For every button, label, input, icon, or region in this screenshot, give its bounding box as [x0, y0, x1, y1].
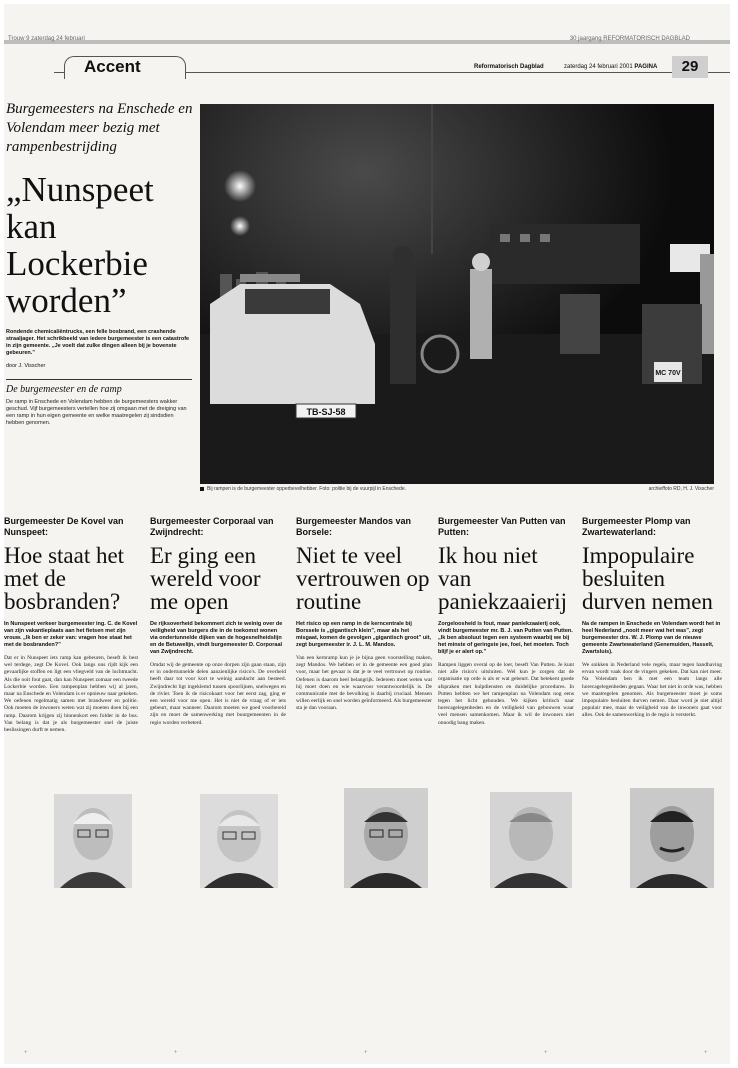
- column-kicker: Burgemeester Mandos van Borsele:: [296, 516, 412, 537]
- night-scene-graphic: [200, 104, 714, 484]
- moto-plate: MC 70V: [655, 370, 681, 377]
- lead-byline: door J. Visscher: [6, 363, 46, 369]
- page-footer: [4, 1050, 730, 1058]
- column-de-kovel: [4, 516, 138, 734]
- page-header: [4, 52, 730, 82]
- box-title: De burgemeester en de ramp: [6, 384, 122, 395]
- column-headline: Niet te veel vertrouwen op routine: [296, 543, 430, 614]
- box-body: De ramp in Enschede en Volendam hebben de burgemeesters wakker geschud. Vijf burgemeesters vertellen hoe zij omgaan met de dreiging van een ramp in hun eigen gemeente en welke maatregelen zij sindsdien hebben genomen.: [6, 399, 187, 426]
- caption-bullet: [200, 487, 204, 491]
- page-number: 29: [672, 56, 708, 78]
- lead-headline: „Nunspeet kan Lockerbie worden”: [6, 170, 154, 320]
- strip-left-text: Trouw 9 zaterdag 24 februari: [8, 36, 85, 42]
- column-intro: Het risico op een ramp in de kerncentrale bij Borssele is „gigantisch klein”, maar als het misgaat, komen de gevolgen „gigantisch groot” uit, zegt burgemeester ir. J. L. M. Mandos.: [296, 621, 432, 648]
- portrait-mandos: [344, 788, 428, 888]
- column-corporaal: [150, 516, 286, 727]
- column-kicker: Burgemeester De Kovel van Nunspeet:: [4, 516, 124, 537]
- footer-mark: +: [544, 1050, 548, 1056]
- footer-mark: +: [704, 1050, 708, 1056]
- photo-credit: archieffoto RD, H. J. Visscher: [648, 486, 714, 492]
- column-mandos: [296, 516, 432, 713]
- siren-bar: [240, 274, 300, 282]
- portrait-corporaal: [200, 794, 278, 888]
- motor-helmet: [472, 253, 490, 271]
- page-date: [564, 64, 657, 70]
- street-lamp: [230, 216, 250, 236]
- column-headline: Er ging een wereld voor me open: [150, 543, 261, 614]
- footer-mark: +: [24, 1050, 28, 1056]
- bus: [700, 254, 714, 354]
- portrait-graphic: [54, 794, 132, 888]
- column-intro: Zorgeloosheid is fout, maar paniekzaaierij ook, vindt burgemeester mr. B. J. van Putten van Putten. „Ik ben absoluut tegen een systeem waarbij we bij het minste of geringste jee, foei, het moeten. Toch blijf je er alert op.”: [438, 621, 573, 655]
- newspaper-page: [4, 4, 730, 1064]
- window: [500, 234, 510, 242]
- column-van-putten: [438, 516, 574, 727]
- license-plate: TB-SJ-58: [306, 407, 346, 417]
- portrait-graphic: [200, 794, 278, 888]
- motor-officer: [470, 269, 492, 359]
- column-body: Omdat wij de gemeente op onze dorpen zijn gaan staan, zijn er in ondertunnelde delen aanzienlijke risico's. De overheid heeft daar tot voor kort te weinig aandacht aan besteed. Zwijndrecht ligt ingeklemd tussen spoorlijnen, snelwegen en de rivier. Toen ik de risicokaart voor het eerst zag, ging er een wereld voor me open. Het is niet de vraag of er iets gebeurt, maar wanneer. Daarom moeten we goed voorbereid zijn en moet de samenwerking met buurgemeenten in de regio worden verbeterd.: [150, 662, 286, 726]
- police-officer: [390, 264, 416, 384]
- section-title: Accent: [84, 57, 141, 76]
- date-text: zaterdag 24 februari 2001: [564, 64, 633, 70]
- police-motorbike: [560, 294, 600, 354]
- column-headline: Hoe staat het met de bosbranden?: [4, 543, 125, 614]
- lead-subhead: Rondende chemicaliëntrucks, een felle bosbrand, een crashende straaljager. Het schrikbeeld van iedere burgemeester is een catastrofe in zijn gemeente. „Je voelt dat zulke dingen alleen bij je bovenste gebeuren.”: [6, 329, 190, 356]
- column-intro: De rijksoverheid bekommert zich te weinig over de veiligheid van burgers die in de toekomst wonen via ondertunnelde dijken van de hogesnelheidslijn en de Betuwelijn, vindt burgemeester D. Corporaal van Zwijndrecht.: [150, 621, 283, 655]
- portrait-graphic: [630, 788, 714, 888]
- portrait-plomp: [630, 788, 714, 888]
- column-headline: Ik hou niet van paniekzaaierij: [438, 543, 567, 614]
- column-intro: In Nunspeet verkeer burgemeester ing. C. de Kovel van zijn vakantieplaats aan het fietsen met zijn vrouw. „Ik ben er zeker van: vragen hoe staat het met de bosbranden?”: [4, 621, 138, 648]
- column-kicker: Burgemeester Van Putten van Putten:: [438, 516, 566, 537]
- column-headline: Impopulaire besluiten durven nemen: [582, 543, 713, 614]
- window: [540, 234, 550, 242]
- footer-mark: +: [364, 1050, 368, 1056]
- portrait-van-putten: [490, 792, 572, 888]
- police-officer-head: [393, 246, 413, 266]
- lead-article: [4, 100, 196, 427]
- column-kicker: Burgemeester Corporaal van Zwijndrecht:: [150, 516, 274, 537]
- window: [520, 234, 530, 242]
- column-plomp: [582, 516, 722, 720]
- portrait-de-kovel: [54, 794, 132, 888]
- column-body: Van een kernramp kun je je bijna geen voorstelling maken, zegt Mandos. We hebben er in de gemeente een goed plan voor, maar het gevaar is dat je te veel vertrouwt op routine. Oefenen is daarom heel belangrijk. Iedereen moet weten wat hij moet doen en wie waarvoor verantwoordelijk is. De communicatie met de bevolking is daarbij cruciaal. Mensen willen eerlijk en snel worden geïnformeerd. Als burgemeester sta je dan vooraan.: [296, 655, 432, 712]
- strip-right-text: 30 jaargang REFORMATORISCH DAGBLAD: [569, 36, 690, 42]
- column-body: Dat er in Nunspeet iets ramp kan gebeuren, beseft ik best wel terdege, zegt De Kovel. Ook langs ons rijdt kijk een gevaarlijke stoffen en ligt een vliegveld van de luchtmacht. Als die ooit fout gaat, dan kan Nunspeet zomaar een tweede Lockerbie worden. Een rampenplan hebben wij al jaren, maar na Enschede en Volendam is er opnieuw naar gekeken. We oefenen regelmatig samen met brandweer en politie. Ook moeten de inwoners weten wat zij moeten doen bij een ramp. Daarom krijgen zij binnenkort een folder in de bus. Van belang is dat je als burgemeester snel de juiste beslissingen durft te nemen.: [4, 655, 138, 734]
- column-intro: Na de rampen in Enschede en Volendam wordt het in heel Nederland „nooit meer wat het was”, zegt burgemeester drs. W. J. Plomp van de nieuwe gemeente Zwartewaterland (Genemuiden, Hasselt, Zwartsluis).: [582, 621, 721, 655]
- footer-mark: +: [174, 1050, 178, 1056]
- photo-caption: Bij rampen is de burgemeester opperbevelhebber. Foto: politie bij de vuurpijl in Enschede.: [207, 486, 407, 492]
- column-body: Rampen liggen overal op de loer, beseft Van Putten. Je kunt niet alle risico's uitsluiten. Wel kun je zorgen dat de organisatie op orde is als er wat gebeurt. Dat betekent goede afspraken met hulpdiensten en duidelijke procedures. In Putten hebben we het rampenplan na Volendam nog eens tegen het licht gehouden. We kijken kritisch naar horecagelegenheden en de veiligheid van gebouwen waar veel mensen samenkomen. Maar ik wil de inwoners niet onnodig bang maken.: [438, 662, 574, 726]
- column-kicker: Burgemeester Plomp van Zwartewaterland:: [582, 516, 691, 537]
- box-rule: [6, 379, 192, 380]
- street-lamp: [224, 170, 256, 202]
- column-body: We snikken in Nederland vele regels, maar tegen handhaving ervan wordt vaak door de vingers gekeken. Dat kan niet meer. Na Volendam ben ik met een team langs alle horecagelegenheden gegaan. Waar het niet in orde was, hebben we maatregelen genomen. Als burgemeester moet je soms impopulaire besluiten durven nemen. Daar word je niet altijd populair mee, maar de veiligheid van de inwoners gaat voor alles. Ook de samenwerking in de regio is versterkt.: [582, 662, 722, 719]
- car-windscreen: [245, 289, 330, 314]
- portrait-graphic: [490, 792, 572, 888]
- portrait-graphic: [344, 788, 428, 888]
- lead-photo: [200, 104, 714, 484]
- building: [490, 224, 640, 284]
- page-label: PAGINA: [634, 64, 658, 70]
- lead-intro: Burgemeesters na Enschede en Volendam meer bezig met rampenbestrijding: [6, 101, 193, 155]
- newspaper-name: Reformatorisch Dagblad: [474, 64, 544, 70]
- photo-caption-row: [200, 486, 714, 492]
